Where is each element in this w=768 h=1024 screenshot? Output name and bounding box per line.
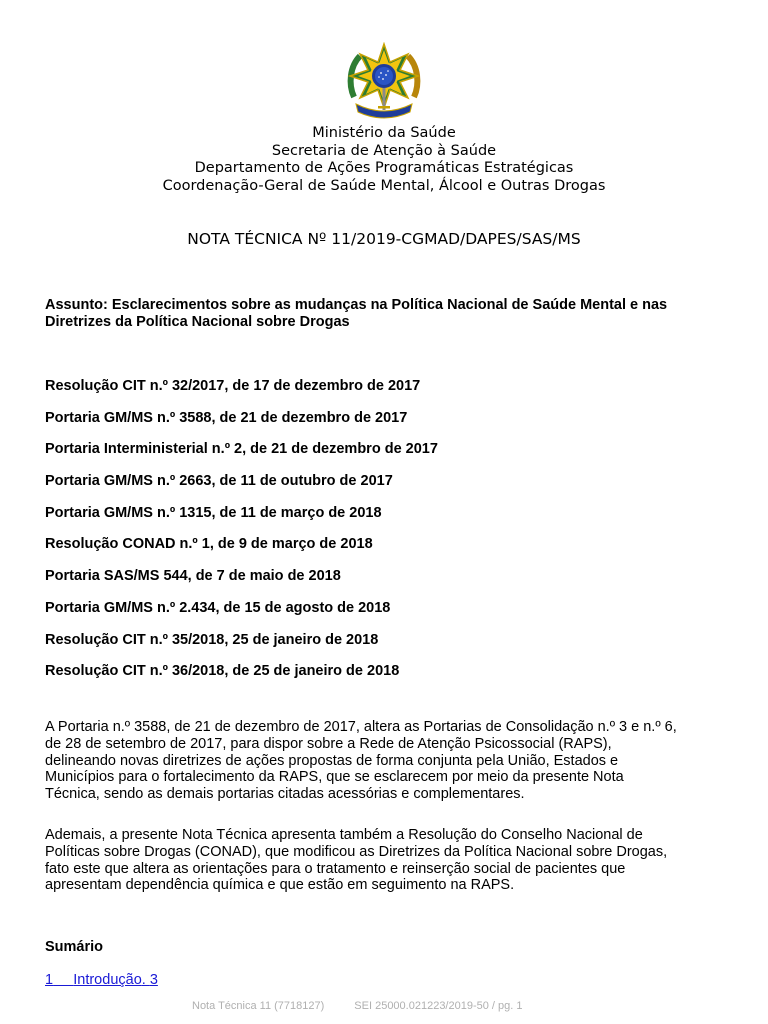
- intro-paragraph: [45, 719, 735, 803]
- reference-item: Resolução CIT n.º 36/2018, de 25 de janeiro de 2018: [45, 663, 400, 680]
- conad-paragraph: [45, 827, 735, 894]
- reference-item: Portaria GM/MS n.º 1315, de 11 de março de 2018: [45, 504, 382, 521]
- header-secretariat: Secretaria de Atenção à Saúde: [271, 142, 497, 159]
- reference-item: Resolução CONAD n.º 1, de 9 de março de 2018: [45, 536, 373, 553]
- reference-item: Resolução CIT n.º 32/2017, de 17 de dezembro de 2017: [45, 378, 421, 394]
- footer-sei-page: SEI 25000.021223/2019-50 / pg. 1: [354, 1000, 523, 1012]
- document-title: NOTA TÉCNICA Nº 11/2019-CGMAD/DAPES/SAS/MS: [187, 230, 581, 248]
- header-coordination: Coordenação-Geral de Saúde Mental, Álcool e Outras Drogas: [162, 177, 606, 194]
- paragraph-line: de 28 de setembro de 2017, para dispor sobre a Rede de Atenção Psicossocial (RAPS),: [45, 735, 612, 752]
- reference-item: Portaria GM/MS n.º 2.434, de 15 de agosto de 2018: [45, 599, 391, 616]
- brazil-coat-of-arms-icon: [344, 42, 424, 120]
- paragraph-line: Ademais, a presente Nota Técnica apresenta também a Resolução do Conselho Nacional de: [45, 827, 643, 843]
- header-ministry: Ministério da Saúde: [312, 125, 456, 141]
- paragraph-line: Municípios para o fortalecimento da RAPS, que se esclarecem por meio da presente Nota: [45, 769, 624, 786]
- reference-item: Portaria SAS/MS 544, de 7 de maio de 2018: [45, 568, 341, 585]
- toc-link-introduction[interactable]: 1 Introdução. 3: [45, 972, 158, 988]
- paragraph-line: A Portaria n.º 3588, de 21 de dezembro de 2017, altera as Portarias de Consolidação n.º 3 e n.º 6,: [45, 719, 677, 735]
- toc-item-page: 3: [149, 972, 158, 988]
- summary-heading: Sumário: [45, 939, 104, 955]
- footer-document-id: Nota Técnica 11 (7718127): [192, 1000, 325, 1012]
- reference-item: Resolução CIT n.º 35/2018, 25 de janeiro de 2018: [45, 631, 379, 648]
- toc-item-number: 1: [45, 972, 54, 988]
- header-department: Departamento de Ações Programáticas Estratégicas: [194, 160, 574, 176]
- paragraph-line: delineando novas diretrizes de ações propostas de forma conjunta pela União, Estados e: [45, 752, 619, 769]
- subject-line: Assunto: Esclarecimentos sobre as mudanças na Política Nacional de Saúde Mental e nas Diretrizes da Política Nacional sobre Drogas: [45, 297, 668, 330]
- reference-item: Portaria GM/MS n.º 2663, de 11 de outubro de 2017: [45, 473, 393, 490]
- document-header: [0, 125, 768, 195]
- paragraph-line: Técnica, sendo as demais portarias citadas acessórias e complementares.: [45, 786, 525, 803]
- paragraph-line: Políticas sobre Drogas (CONAD), que modificou as Diretrizes da Política Nacional sobre Drogas,: [45, 843, 668, 860]
- reference-item: Portaria GM/MS n.º 3588, de 21 de dezembro de 2017: [45, 409, 408, 426]
- paragraph-line: fato este que altera as orientações para o tratamento e reinserção social de pacientes que: [45, 860, 626, 877]
- page-footer: [192, 999, 523, 1013]
- paragraph-line: apresentam dependência química e que estão em seguimento na RAPS.: [45, 877, 515, 894]
- toc-item-label: Introdução: [73, 972, 142, 988]
- reference-item: Portaria Interministerial n.º 2, de 21 de dezembro de 2017: [45, 441, 438, 458]
- references-list: [45, 377, 735, 694]
